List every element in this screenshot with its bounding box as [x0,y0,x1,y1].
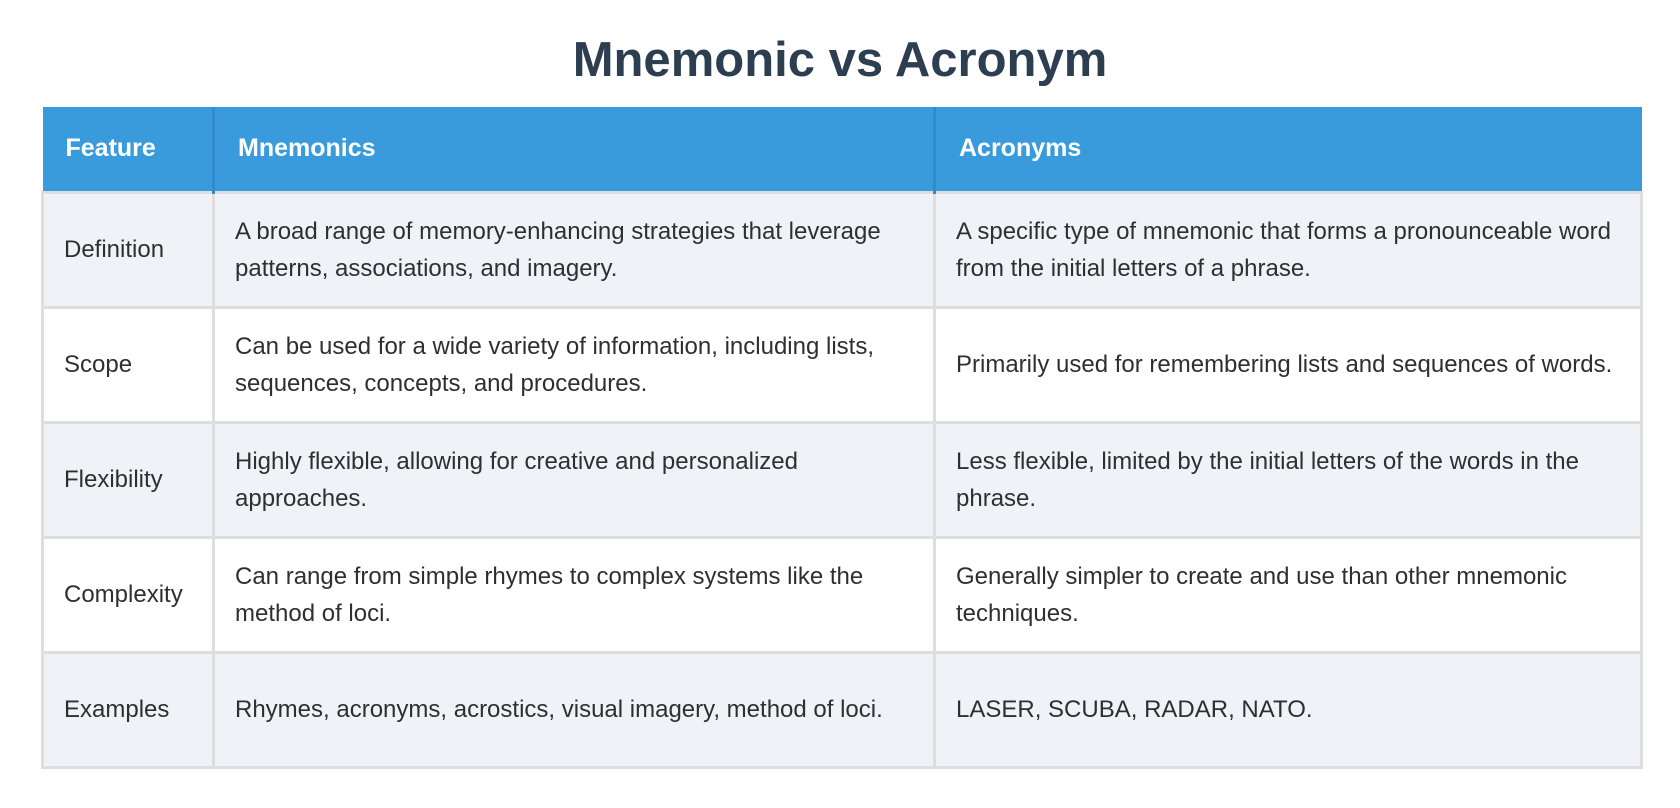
feature-cell: Scope [43,307,214,422]
table-row [43,422,1642,537]
comparison-table-container [41,107,1640,769]
mnemonics-cell: Highly flexible, allowing for creative and personalized approaches. [214,422,935,537]
page-title: Mnemonic vs Acronym [572,33,1108,87]
mnemonics-cell: Rhymes, acronyms, acrostics, visual imagery, method of loci. [214,652,935,767]
header-row [43,107,1642,192]
feature-cell: Definition [43,192,214,307]
table-body [43,192,1642,767]
acronyms-cell: LASER, SCUBA, RADAR, NATO. [935,652,1642,767]
comparison-table [41,107,1643,769]
table-row [43,192,1642,307]
feature-cell: Examples [43,652,214,767]
table-row [43,537,1642,652]
acronyms-cell: Less flexible, limited by the initial letters of the words in the phrase. [935,422,1642,537]
feature-cell: Flexibility [43,422,214,537]
header-feature: Feature [43,107,214,192]
mnemonics-cell: Can be used for a wide variety of information, including lists, sequences, concepts, and procedures. [214,307,935,422]
header-mnemonics: Mnemonics [214,107,935,192]
header-acronyms: Acronyms [935,107,1642,192]
mnemonics-cell: Can range from simple rhymes to complex systems like the method of loci. [214,537,935,652]
acronyms-cell: Generally simpler to create and use than other mnemonic techniques. [935,537,1642,652]
acronyms-cell: A specific type of mnemonic that forms a pronounceable word from the initial letters of a phrase. [935,192,1642,307]
table-header [43,107,1642,192]
table-row [43,307,1642,422]
feature-cell: Complexity [43,537,214,652]
table-row [43,652,1642,767]
acronyms-cell: Primarily used for remembering lists and sequences of words. [935,307,1642,422]
mnemonics-cell: A broad range of memory-enhancing strategies that leverage patterns, associations, and imagery. [214,192,935,307]
